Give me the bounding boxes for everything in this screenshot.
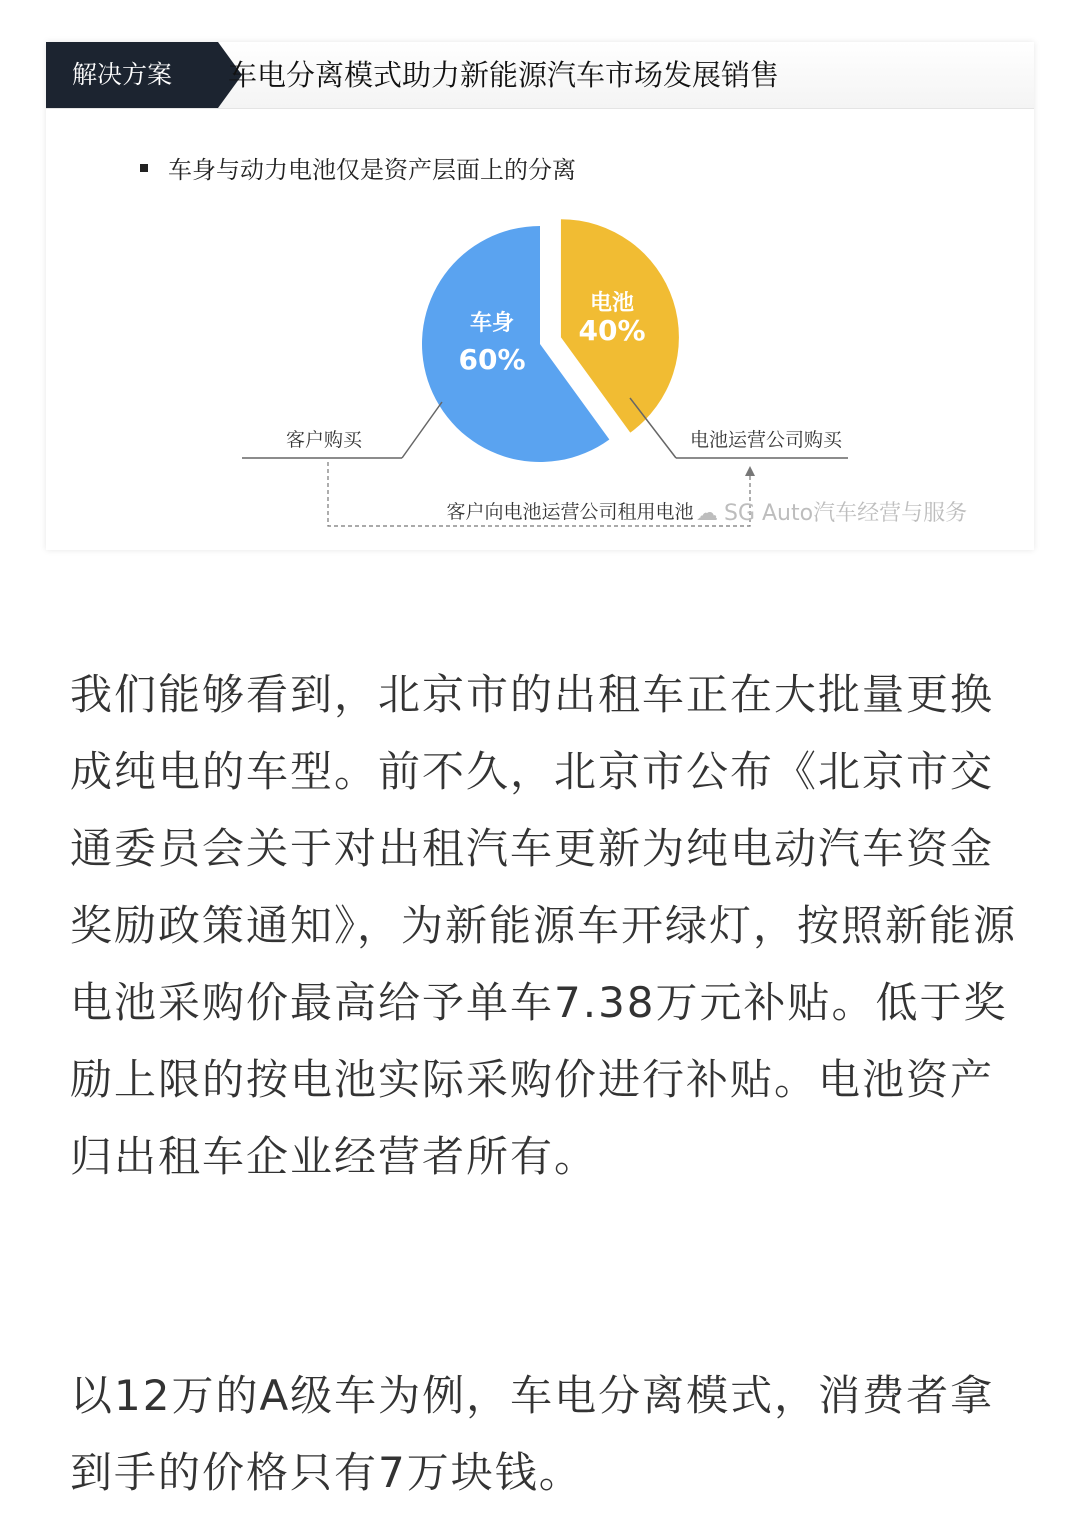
slide-title: 车电分离模式助力新能源汽车市场发展销售 [228, 58, 780, 92]
slice-label-body: 车身 [469, 311, 515, 336]
callout-text-left: 客户购买 [285, 429, 363, 451]
slice-value-battery: 40% [578, 314, 646, 347]
wechat-icon: ☁ [696, 501, 718, 526]
article-paragraph-2: 以12万的A级车为例，车电分离模式，消费者拿到手的价格只有7万块钱。 [70, 1371, 995, 1497]
slide-image [46, 42, 1034, 550]
watermark-text: SG Auto汽车经营与服务 [724, 501, 968, 526]
callout-leader-left [402, 402, 442, 458]
article-paragraph-1: 我们能够看到，北京市的出租车正在大批量更换成纯电的车型。前不久，北京市公布《北京市交通委员会关于对出租汽车更新为纯电动汽车资金奖励政策通知》，为新能源车开绿灯，按照新能源电池采购价最高给予单车7.38万元补贴。低于奖励上限的按电池实际采购价进行补贴。电池资产归出租车企业经营者所有。 [70, 670, 1018, 1181]
slice-label-battery: 电池 [589, 291, 635, 316]
pie-chart [46, 42, 1034, 550]
watermark [696, 496, 967, 527]
callout-text-bottom: 客户向电池运营公司租用电池 [446, 501, 694, 523]
bullet-text: 车身与动力电池仅是资产层面上的分离 [168, 156, 576, 184]
slice-value-body: 60% [458, 343, 526, 376]
rental-arrow-head [745, 466, 755, 476]
callout-text-right: 电池运营公司购买 [689, 429, 843, 451]
section-tag: 解决方案 [46, 42, 218, 108]
